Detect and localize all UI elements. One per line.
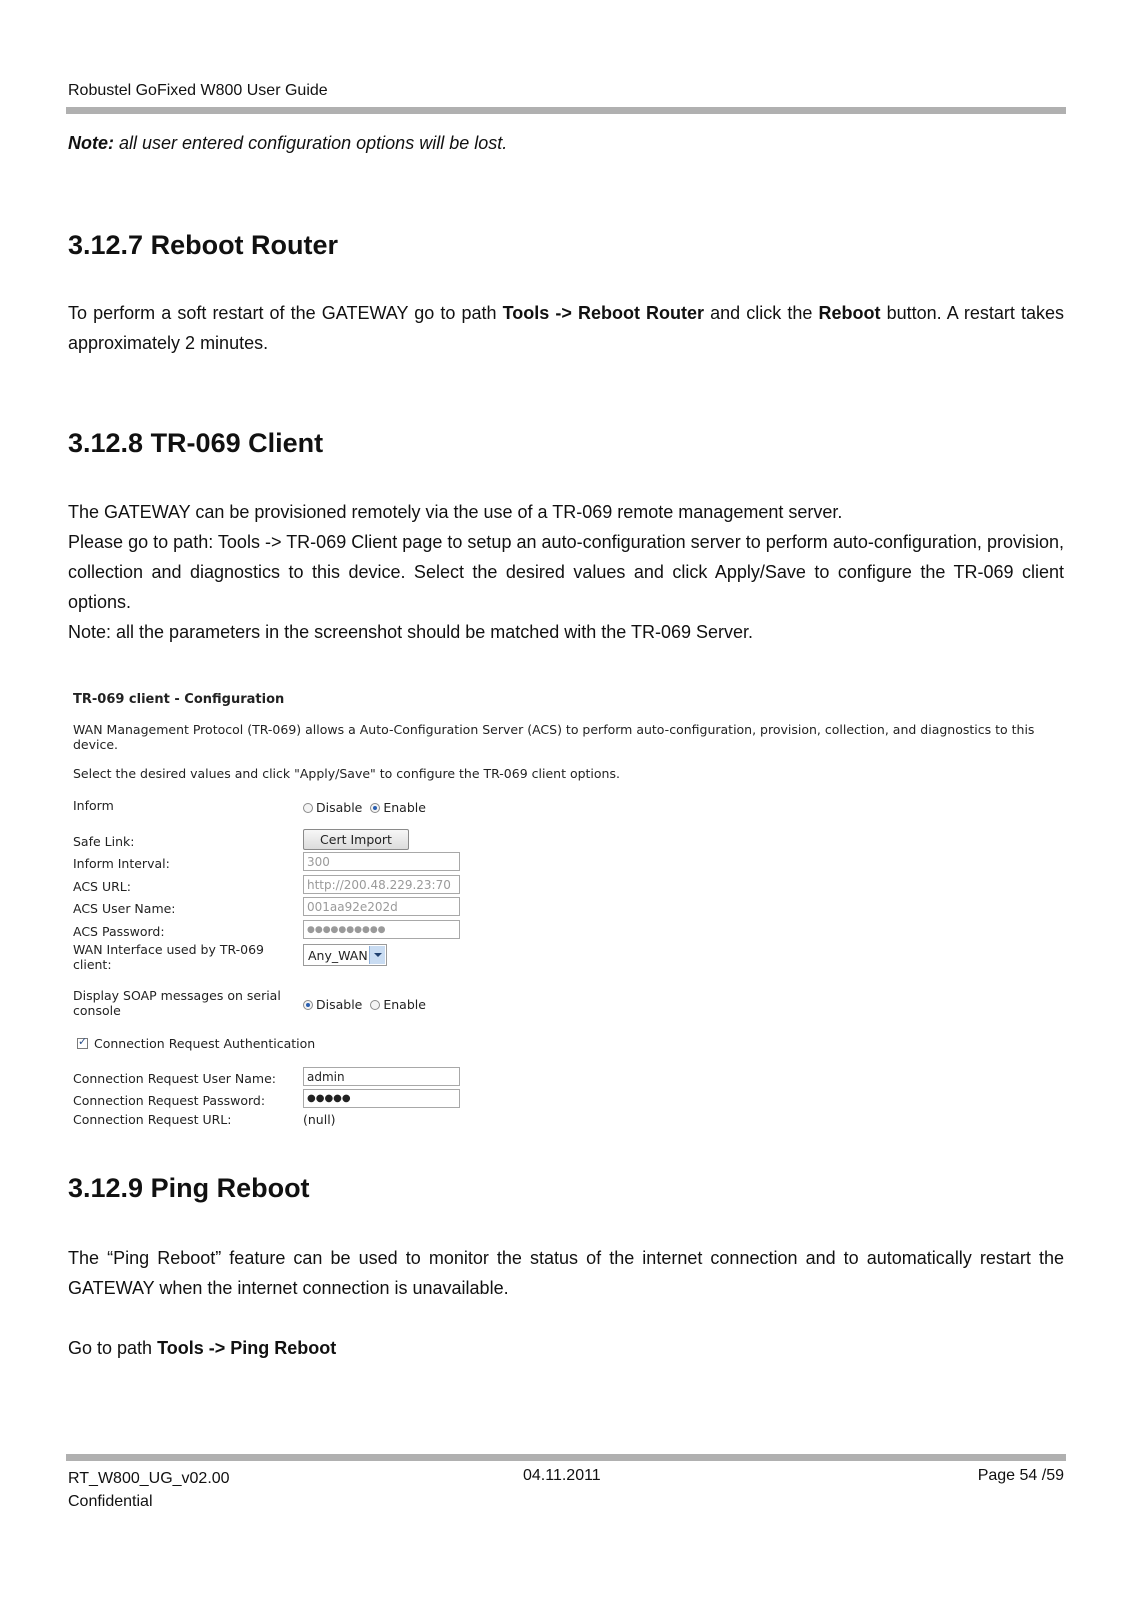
path-tools-ping: Tools -> Ping Reboot — [157, 1338, 337, 1358]
radio-label: Enable — [383, 800, 426, 815]
config-description: WAN Management Protocol (TR-069) allows a Auto-Configuration Server (ACS) to perform auto-configuration, provision, collection, and diagnostics to this device. — [73, 722, 1035, 752]
note-text: all user entered configuration options will be lost. — [114, 133, 508, 153]
soap-radio-group — [303, 997, 426, 1012]
inform-enable-radio[interactable] — [370, 803, 380, 813]
conn-user-input[interactable]: admin — [303, 1067, 460, 1086]
acs-password-label: ACS Password: — [73, 924, 165, 939]
soap-disable-radio[interactable] — [303, 1000, 313, 1010]
ping-paragraph: The “Ping Reboot” feature can be used to monitor the status of the internet connection and to automatically restart the GATEWAY when the internet connection is unavailable. — [68, 1248, 1064, 1298]
tr069-paragraph-1: The GATEWAY can be provisioned remotely via the use of a TR-069 remote management server. — [68, 502, 843, 522]
heading-tr069-client: 3.12.8 TR-069 Client — [68, 428, 324, 458]
text: To perform a soft restart of the GATEWAY go to path — [68, 303, 503, 323]
acs-url-label: ACS URL: — [73, 879, 131, 894]
text: Go to path — [68, 1338, 158, 1358]
config-instructions: Select the desired values and click "Apply/Save" to configure the TR-069 client options. — [73, 766, 620, 781]
reboot-paragraph — [68, 298, 1064, 358]
wan-interface-label: WAN Interface used by TR-069 client: — [73, 942, 265, 972]
soap-label: Display SOAP messages on serial console — [73, 988, 281, 1018]
inform-disable-radio[interactable] — [303, 803, 313, 813]
text: button. A restart takes approximately 2 minutes. — [68, 303, 1064, 353]
acs-url-input[interactable]: http://200.48.229.23:70 — [303, 875, 460, 894]
radio-label: Enable — [383, 997, 426, 1012]
page-number: Page 54 /59 — [977, 1467, 1064, 1484]
cert-import-button[interactable]: Cert Import — [303, 829, 409, 850]
footer-date: 04.11.2011 — [523, 1467, 601, 1484]
inform-interval-input[interactable]: 300 — [303, 852, 460, 871]
heading-ping-reboot: 3.12.9 Ping Reboot — [68, 1173, 310, 1203]
inform-label: Inform — [73, 798, 114, 813]
conn-user-label: Connection Request User Name: — [73, 1071, 277, 1086]
note-lost-config — [68, 133, 507, 154]
radio-label: Disable — [316, 997, 363, 1012]
acs-password-input[interactable]: ●●●●●●●●●● — [303, 920, 460, 939]
note-label: Note: — [68, 133, 114, 153]
wan-interface-select[interactable] — [303, 944, 387, 966]
conn-password-label: Connection Request Password: — [73, 1093, 266, 1108]
heading-reboot-router: 3.12.7 Reboot Router — [68, 230, 339, 260]
footer-rule — [66, 1454, 1066, 1461]
tr069-config-screenshot — [70, 684, 1066, 1144]
radio-label: Disable — [316, 800, 363, 815]
wan-interface-value: Any_WAN — [308, 948, 368, 963]
ping-path — [68, 1333, 1064, 1363]
footer-left — [68, 1467, 230, 1513]
config-title: TR-069 client - Configuration — [73, 692, 285, 707]
running-header: Robustel GoFixed W800 User Guide — [68, 82, 328, 99]
confidential-label: Confidential — [68, 1493, 153, 1510]
inform-interval-label: Inform Interval: — [73, 856, 170, 871]
conn-url-value: (null) — [303, 1112, 336, 1127]
conn-password-input[interactable]: ●●●●● — [303, 1089, 460, 1108]
text: and click the — [704, 303, 819, 323]
acs-user-input[interactable]: 001aa92e202d — [303, 897, 460, 916]
inform-radio-group — [303, 800, 426, 815]
tr069-note: Note: all the parameters in the screenshot should be matched with the TR-069 Server. — [68, 622, 754, 642]
tr069-paragraph-2: Please go to path: Tools -> TR-069 Client page to setup an auto-configuration server to perform auto-configuration, provision, collection and diagnostics to this device. Select the desired values and click Apply/Save to configure the TR-069 client options. — [68, 532, 1064, 612]
acs-user-label: ACS User Name: — [73, 901, 176, 916]
conn-auth-label: Connection Request Authentication — [94, 1036, 316, 1051]
soap-enable-radio[interactable] — [370, 1000, 380, 1010]
conn-auth-checkbox[interactable] — [77, 1038, 88, 1049]
conn-auth-row — [77, 1036, 315, 1051]
header-rule — [66, 107, 1066, 114]
doc-id: RT_W800_UG_v02.00 — [68, 1470, 230, 1487]
reboot-keyword: Reboot — [818, 303, 881, 323]
path-tools-reboot: Tools -> Reboot Router — [502, 303, 705, 323]
conn-url-label: Connection Request URL: — [73, 1112, 232, 1127]
safe-link-label: Safe Link: — [73, 834, 135, 849]
chevron-down-icon[interactable] — [369, 946, 385, 964]
